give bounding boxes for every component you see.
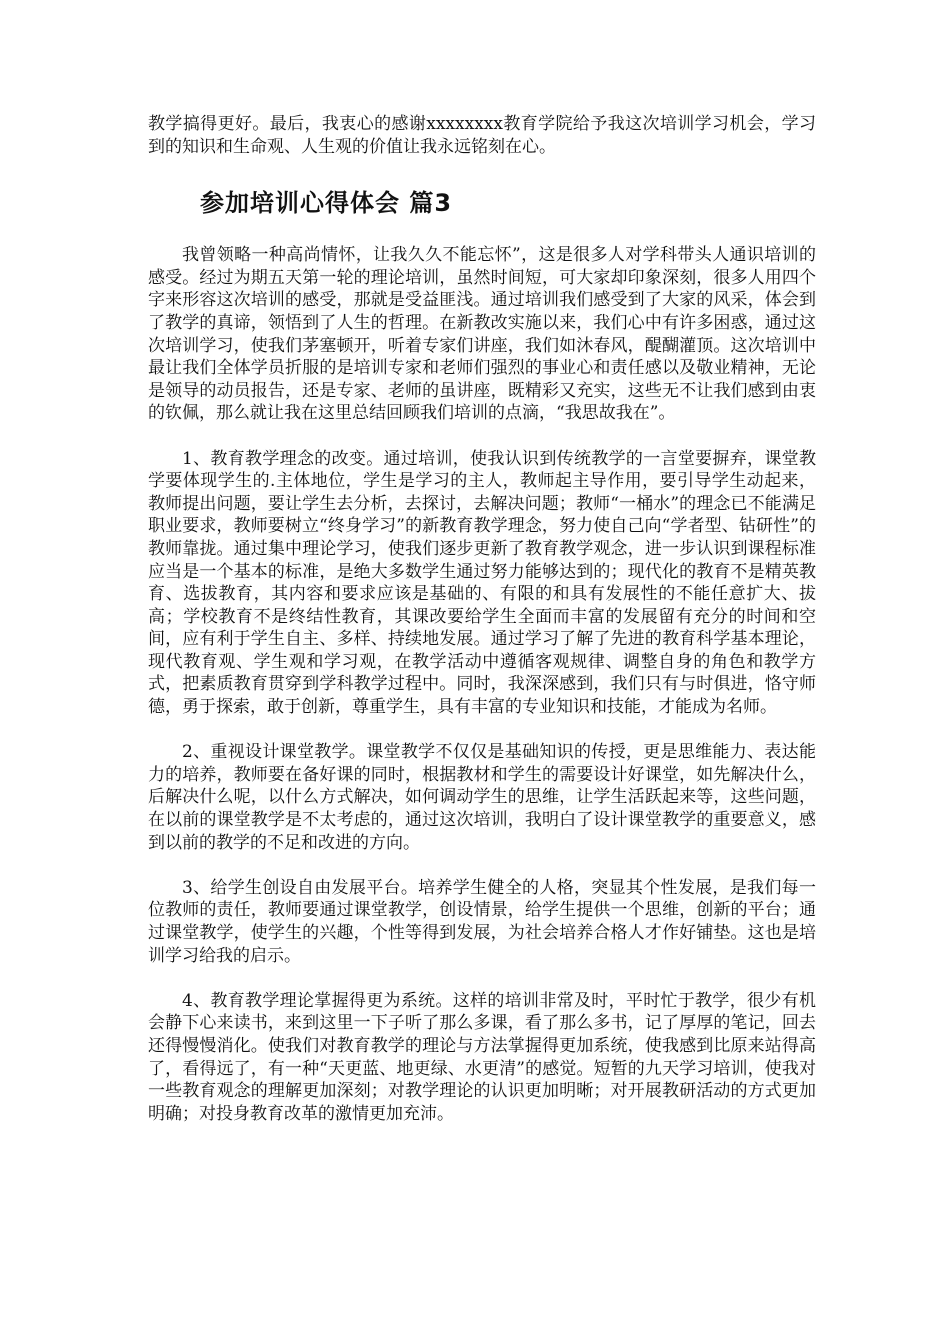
body-paragraph-intro: 我曾领略一种高尚情怀，让我久久不能忘怀”，这是很多人对学科带头人通识培训的感受。经过为期五天第一轮的理论培训，虽然时间短，可大家却印象深刻，很多人用四个字来形容这次培训的感受，那就是受益匪浅。通过培训我们感受到了大家的风采，体会到了教学的真谛，领悟到了人生的哲理。在新教改实施以来，我们心中有许多困惑，通过这次培训学习，使我们茅塞顿开，听着专家们讲座，我们如沐春风，醍醐灌顶。这次培训中最让我们全体学员折服的是培训专家和老师们强烈的事业心和责任感以及敬业精神，无论是领导的动员报告，还是专家、老师的虽讲座，既精彩又充实，这些无不让我们感到由衷的钦佩，那么就让我在这里总结回顾我们培训的点滴，“我思故我在”。 <box>148 245 816 424</box>
body-paragraph-2: 2、重视设计课堂教学。课堂教学不仅仅是基础知识的传授，更是思维能力、表达能力的培养，教师要在备好课的同时，根据教材和学生的需要设计好课堂，如先解决什么，后解决什么呢，以什么方式解决，如何调动学生的思维，让学生活跃起来等，这些问题，在以前的课堂教学是不太考虑的，通过这次培训，我明白了设计课堂教学的重要意义，感到以前的教学的不足和改进的方向。 <box>148 742 816 853</box>
section-title: 参加培训心得体会 篇3 <box>200 189 453 218</box>
document-body <box>148 113 816 1125</box>
opening-paragraph: 教学搞得更好。最后，我衷心的感谢xxxxxxxx教育学院给予我这次培训学习机会，学习到的知识和生命观、人生观的价值让我永远铭刻在心。 <box>148 114 816 157</box>
body-paragraph-1: 1、教育教学理念的改变。通过培训，使我认识到传统教学的一言堂要摒弃，课堂教学要体现学生的.主体地位，学生是学习的主人，教师起主导作用，要引导学生动起来，教师提出问题，要让学生去分析，去探讨，去解决问题；教师“一桶水”的理念已不能满足职业要求，教师要树立“终身学习”的新教育教学理念，努力使自己向“学者型、钻研性”的教师靠拢。通过集中理论学习，使我们逐步更新了教育教学观念，进一步认识到课程标准应当是一个基本的标准，是绝大多数学生通过努力能够达到的；现代化的教育不是精英教育、选拔教育，其内容和要求应该是基础的、有限的和具有发展性的不能任意扩大、拔高；学校教育不是终结性教育，其课改要给学生全面而丰富的发展留有充分的时间和空间，应有利于学生自主、多样、持续地发展。通过学习了解了先进的教育科学基本理论，现代教育观、学生观和学习观，在教学活动中遵循客观规律、调整自身的角色和教学方式，把素质教育贯穿到学科教学过程中。同时，我深深感到，我们只有与时俱进，恪守师德，勇于探索，敢于创新，尊重学生，具有丰富的专业知识和技能，才能成为名师。 <box>148 448 816 718</box>
body-paragraph-3: 3、给学生创设自由发展平台。培养学生健全的人格，突显其个性发展，是我们每一位教师的责任，教师要通过课堂教学，创设情景，给学生提供一个思维，创新的平台；通过课堂教学，使学生的兴趣，个性等得到发展，为社会培养合格人才作好铺垫。这也是培训学习给我的启示。 <box>148 877 816 966</box>
body-paragraph-4: 4、教育教学理论掌握得更为系统。这样的培训非常及时，平时忙于教学，很少有机会静下心来读书，来到这里一下子听了那么多课，看了那么多书，记了厚厚的笔记，回去还得慢慢消化。使我们对教育教学的理论与方法掌握得更加系统，使我感到比原来站得高了，看得远了，有一种“天更蓝、地更绿、水更清”的感觉。短暂的九天学习培训，使我对一些教育观念的理解更加深刻；对教学理论的认识更加明晰；对开展教研活动的方式更加明确；对投身教育改革的激情更加充沛。 <box>148 990 816 1124</box>
